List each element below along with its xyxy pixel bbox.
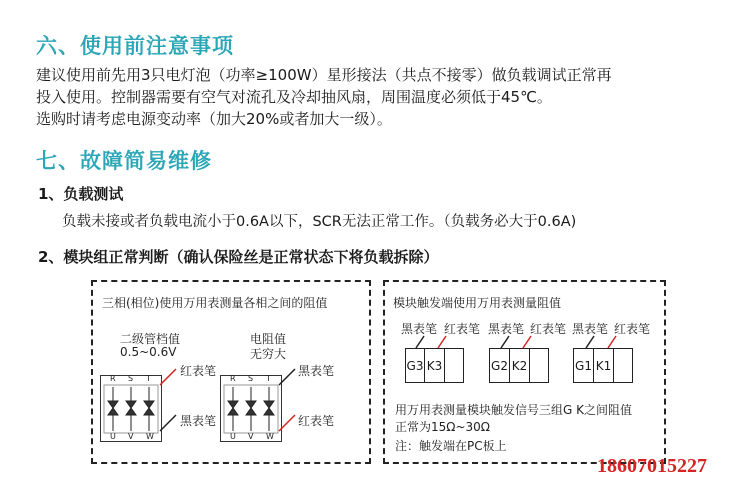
right-note-2: 正常为15Ω~30Ω bbox=[395, 420, 490, 434]
r-probe-red-3: 红表笔 bbox=[614, 322, 651, 336]
r-probe-black-1: 黑表笔 bbox=[401, 322, 438, 336]
section6-line-1: 建议使用前先用3只电灯泡（功率≥100W）星形接法（共点不接零）做负载调试正常再 bbox=[36, 66, 612, 84]
right-note-1: 用万用表测量模块触发信号三组G K之间阻值 bbox=[395, 403, 632, 417]
left-box-title: 三相(相位)使用万用表测量各相之间的阻值 bbox=[102, 296, 328, 310]
black-probe-line-2 bbox=[279, 367, 299, 387]
section6-line-2: 投入使用。控制器需要有空气对流孔及冷却抽风扇，周围温度必须低于45℃。 bbox=[36, 88, 552, 106]
probe-black-label-2: 黑表笔 bbox=[298, 364, 335, 378]
item1-text: 负载未接或者负载电流小于0.6A以下，SCR无法正常工作。（负载务必大于0.6A) bbox=[62, 214, 577, 230]
r-probe-black-3: 黑表笔 bbox=[572, 322, 609, 336]
terminal-blank-2 bbox=[529, 348, 549, 383]
m1-top-s: S bbox=[128, 374, 134, 383]
m1-top-t: T bbox=[146, 374, 151, 383]
scr-module-1 bbox=[100, 375, 162, 442]
r-probe-red-2: 红表笔 bbox=[530, 322, 567, 336]
terminal-k2: K2 bbox=[509, 348, 530, 383]
m1-bot-u: U bbox=[110, 432, 116, 441]
terminal-g2: G2 bbox=[489, 348, 510, 383]
m2-bot-v: V bbox=[248, 432, 254, 441]
section6-paragraph bbox=[36, 64, 736, 130]
m1-bot-w: W bbox=[146, 432, 154, 441]
black-probe-line-1 bbox=[160, 413, 180, 433]
terminal-blank-1 bbox=[613, 348, 633, 383]
m1-bot-v: V bbox=[128, 432, 134, 441]
m2-bot-w: W bbox=[266, 432, 274, 441]
r-probe-red-1: 红表笔 bbox=[444, 322, 481, 336]
terminal-blank-3 bbox=[444, 348, 464, 383]
terminal-k1: K1 bbox=[593, 348, 614, 383]
m2-bot-u: U bbox=[230, 432, 236, 441]
resistance-label-2: 无穷大 bbox=[250, 347, 287, 361]
item2-heading: 2、模块组正常判断（确认保险丝是正常状态下将负载拆除） bbox=[38, 248, 439, 266]
m2-top-r: R bbox=[230, 374, 236, 383]
probe-red-label-1: 红表笔 bbox=[180, 364, 217, 378]
terminal-k3: K3 bbox=[424, 348, 445, 383]
m2-top-s: S bbox=[248, 374, 254, 383]
diode-label-1: 二级管档值 bbox=[120, 332, 181, 346]
probe-black-label-1: 黑表笔 bbox=[180, 414, 217, 428]
m2-top-t: T bbox=[266, 374, 271, 383]
m1-top-r: R bbox=[110, 374, 116, 383]
probe-red-label-2: 红表笔 bbox=[298, 414, 335, 428]
r-probe-black-2: 黑表笔 bbox=[488, 322, 525, 336]
resistance-label-1: 电阻值 bbox=[250, 332, 287, 346]
section6-line-3: 选购时请考虑电源变动率（加大20%或者加大一级）。 bbox=[36, 110, 392, 128]
item1-heading: 1、负载测试 bbox=[38, 185, 124, 203]
scr-module-2 bbox=[220, 375, 282, 442]
red-probe-line-2 bbox=[279, 413, 299, 433]
right-note-3: 注：触发端在PC板上 bbox=[395, 439, 507, 453]
red-probe-line-1 bbox=[160, 367, 180, 387]
diode-label-2: 0.5~0.6V bbox=[120, 345, 177, 359]
terminal-g3: G3 bbox=[405, 348, 425, 383]
terminal-g1: G1 bbox=[573, 348, 594, 383]
watermark-phone: 18607015227 bbox=[597, 455, 707, 477]
section6-title: 六、使用前注意事项 bbox=[36, 34, 234, 58]
section7-title: 七、故障简易维修 bbox=[36, 149, 212, 173]
right-box-title: 模块触发端使用万用表测量阻值 bbox=[393, 296, 562, 310]
